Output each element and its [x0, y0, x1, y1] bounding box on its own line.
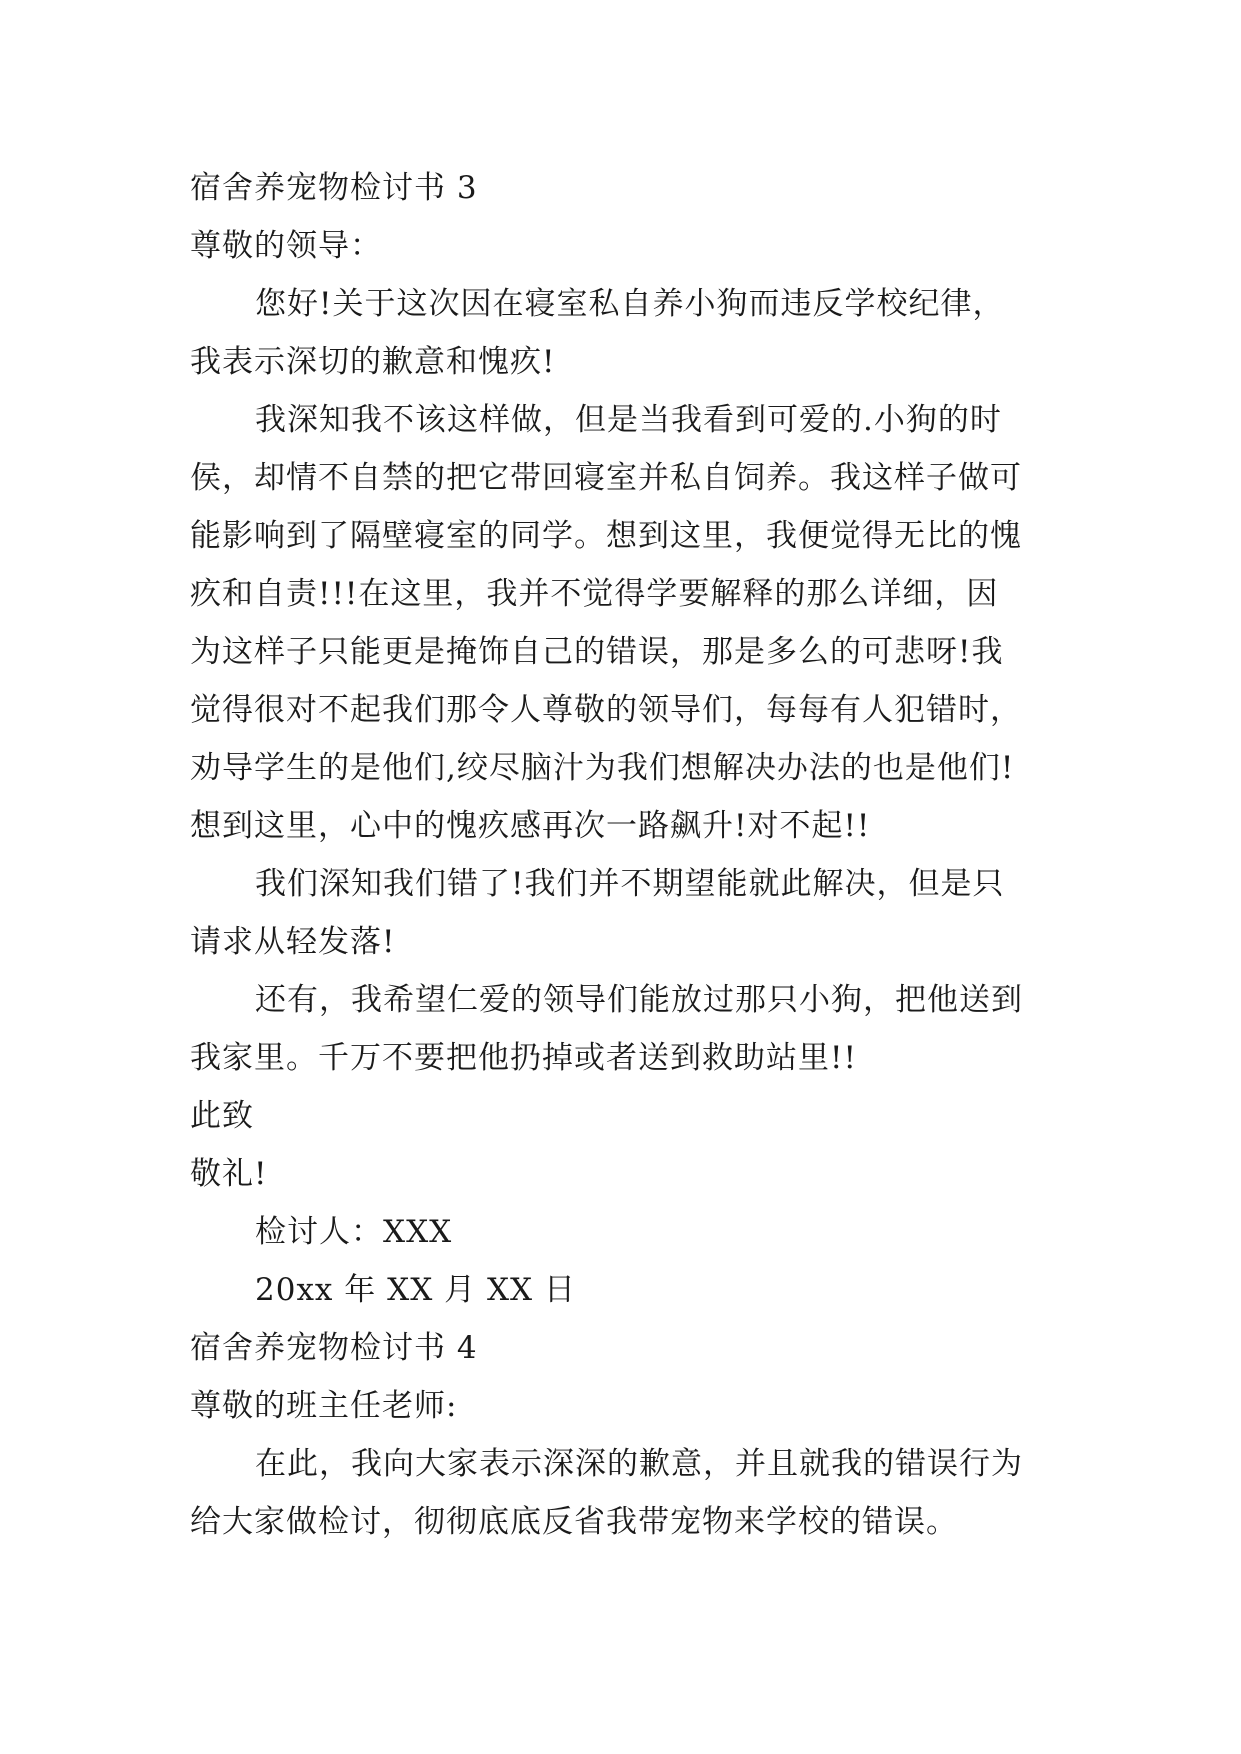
- document-title-4: 宿舍养宠物检讨书 4: [190, 1330, 478, 1366]
- paragraph-line: 能影响到了隔壁寝室的同学。想到这里，我便觉得无比的愧: [190, 518, 1022, 554]
- signature-line: 检讨人：XXX: [255, 1214, 453, 1250]
- paragraph-line: 觉得很对不起我们那令人尊敬的领导们，每每有人犯错时，: [190, 692, 1022, 728]
- paragraph-line: 还有，我希望仁爱的领导们能放过那只小狗，把他送到: [255, 982, 1023, 1018]
- closing-line: 敬礼!: [190, 1156, 268, 1192]
- salutation-2: 尊敬的班主任老师:: [190, 1388, 458, 1424]
- paragraph-line: 疚和自责!!!在这里，我并不觉得学要解释的那么详细，因: [190, 576, 999, 612]
- closing-line: 此致: [190, 1098, 254, 1134]
- paragraph-line: 为这样子只能更是掩饰自己的错误，那是多么的可悲呀!我: [190, 634, 1004, 670]
- date-line: 20xx 年 XX 月 XX 日: [255, 1272, 576, 1308]
- paragraph-line: 我们深知我们错了!我们并不期望能就此解决，但是只: [255, 866, 1005, 902]
- paragraph-line: 侯，却情不自禁的把它带回寝室并私自饲养。我这样子做可: [190, 460, 1022, 496]
- salutation-1: 尊敬的领导：: [190, 228, 382, 264]
- paragraph-line: 我家里。千万不要把他扔掉或者送到救助站里!!: [190, 1040, 857, 1076]
- paragraph-line: 您好!关于这次因在寝室私自养小狗而违反学校纪律，: [255, 286, 1005, 322]
- paragraph-line: 给大家做检讨，彻彻底底反省我带宠物来学校的错误。: [190, 1504, 958, 1540]
- paragraph-line: 在此，我向大家表示深深的歉意，并且就我的错误行为: [255, 1446, 1023, 1482]
- paragraph-line: 我深知我不该这样做，但是当我看到可爱的.小狗的时: [255, 402, 1002, 438]
- document-title-3: 宿舍养宠物检讨书 3: [190, 170, 478, 206]
- paragraph-line: 请求从轻发落!: [190, 924, 396, 960]
- paragraph-line: 劝导学生的是他们,绞尽脑汁为我们想解决办法的也是他们!: [190, 750, 1015, 786]
- paragraph-line: 我表示深切的歉意和愧疚!: [190, 344, 556, 380]
- paragraph-line: 想到这里，心中的愧疚感再次一路飙升!对不起!!: [190, 808, 871, 844]
